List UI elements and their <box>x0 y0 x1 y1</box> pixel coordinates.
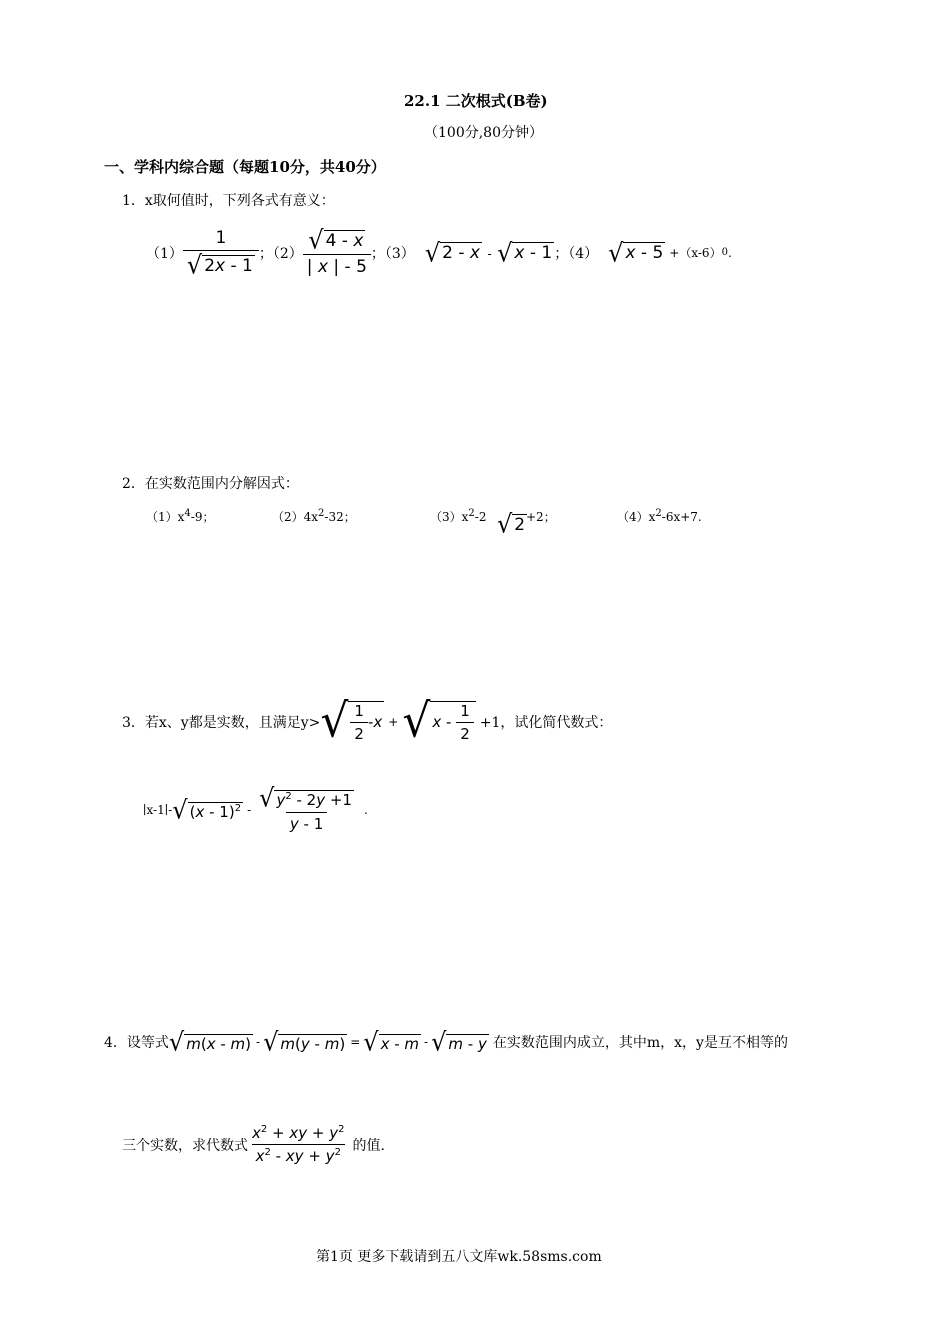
page-title: 22.1 二次根式(B卷) <box>404 92 548 110</box>
q4-fraction: $\frac{x^2 + xy + y^2}{x^2 - xy + y^2}$ <box>252 1124 345 1165</box>
q2-item-4-a: （4）x <box>617 510 656 524</box>
q1-expr-3: √ 2 - x - √ x - 1 <box>424 237 553 268</box>
q2-item-2-a: （2）4x <box>272 510 319 524</box>
q2-item-3 <box>430 508 486 525</box>
q2-item-1-b: -9； <box>190 510 215 524</box>
q4-minus-2: - <box>424 1035 429 1049</box>
q4-line2-end: 的值. <box>352 1137 385 1154</box>
q2-item-3-exp: 2 <box>468 508 475 519</box>
q4-sqrt-4: √ m - y <box>431 1027 487 1057</box>
question-1-stem: 1．x取何值时，下列各式有意义： <box>122 193 335 209</box>
q4-sqrt-2: √ m(y - m) <box>263 1027 346 1057</box>
q3-plus: + <box>388 715 399 729</box>
q2-item-1-exp: 4 <box>184 508 191 519</box>
q3-sqrt-1: √ $\frac{1}{2}$ - x <box>320 694 383 749</box>
q2-item-2-exp: 2 <box>318 508 325 519</box>
q2-item-1-a: （1）x <box>146 510 185 524</box>
q3-minus: - <box>247 802 252 817</box>
q3-sqrt-square: √ (x - 1)$^2$ <box>172 794 242 825</box>
question-2-stem: 2．在实数范围内分解因式： <box>122 476 299 492</box>
q1-tail: +（x-6） <box>669 246 722 260</box>
q1-expr-4: √ x - 5 <box>608 237 664 268</box>
q2-item-3-tail: +2； <box>526 510 556 524</box>
q2-item-3-b: -2 <box>474 510 487 524</box>
q4-sqrt-3: √ x - m <box>363 1027 420 1057</box>
page-subtitle: （100分,80分钟） <box>424 125 543 141</box>
q3-tail: +1，试化简代数式： <box>479 715 613 731</box>
q4-line2: 三个实数，求代数式 <box>122 1137 248 1154</box>
q4-sqrt-1: √ m(x - m) <box>168 1027 252 1057</box>
question-4-line-1 <box>104 1027 788 1057</box>
question-3-stem-line <box>122 694 613 749</box>
page-footer: 第1页 更多下载请到五八文库wk.58sms.com <box>316 1249 602 1265</box>
q3-abs: ∣x-1∣- <box>143 802 173 817</box>
q4-equals: = <box>350 1035 361 1049</box>
q2-item-3-a: （3）x <box>430 510 469 524</box>
q1-expr-1: 1 √ 2x - 1 <box>183 228 259 277</box>
q1-tail-end: . <box>727 245 732 260</box>
q4-tail: 在实数范围内成立，其中m，x，y是互不相等的 <box>492 1035 788 1051</box>
q2-item-1 <box>146 508 214 525</box>
q1-expr-2: √ 4 - x | x | - 5 <box>303 228 371 277</box>
question-1-expressions <box>146 225 732 280</box>
question-3-expression <box>143 783 368 833</box>
q2-item-4-exp: 2 <box>655 508 662 519</box>
q3-sqrt-2: √ x - $\frac{1}{2}$ <box>402 700 475 744</box>
q1-label-3: ；（3） <box>370 245 415 262</box>
question-4-line-2 <box>122 1124 385 1165</box>
q2-item-4 <box>617 508 702 525</box>
q2-item-2 <box>272 508 356 525</box>
q2-item-3-sqrt2: √ 2 <box>497 509 526 539</box>
q3-fraction: √ $y^2 - 2y +1$ y - 1 <box>259 783 352 833</box>
q2-item-4-b: -6x+7. <box>661 510 702 524</box>
q1-label-4: ；（4） <box>554 245 599 262</box>
q3-end: . <box>363 802 368 817</box>
q2-item-2-b: -32； <box>324 510 356 524</box>
q1-label-2: ；（2） <box>258 245 303 262</box>
question-3-stem: 3．若x、y都是实数，且满足y> <box>122 715 321 731</box>
q4-minus-1: - <box>256 1035 261 1049</box>
section-heading: 一、学科内综合题（每题10分，共40分） <box>104 158 386 176</box>
q1-tail-exp: 0 <box>721 247 728 258</box>
question-4-stem: 4．设等式 <box>104 1035 169 1051</box>
q1-label-1: （1） <box>146 245 183 262</box>
